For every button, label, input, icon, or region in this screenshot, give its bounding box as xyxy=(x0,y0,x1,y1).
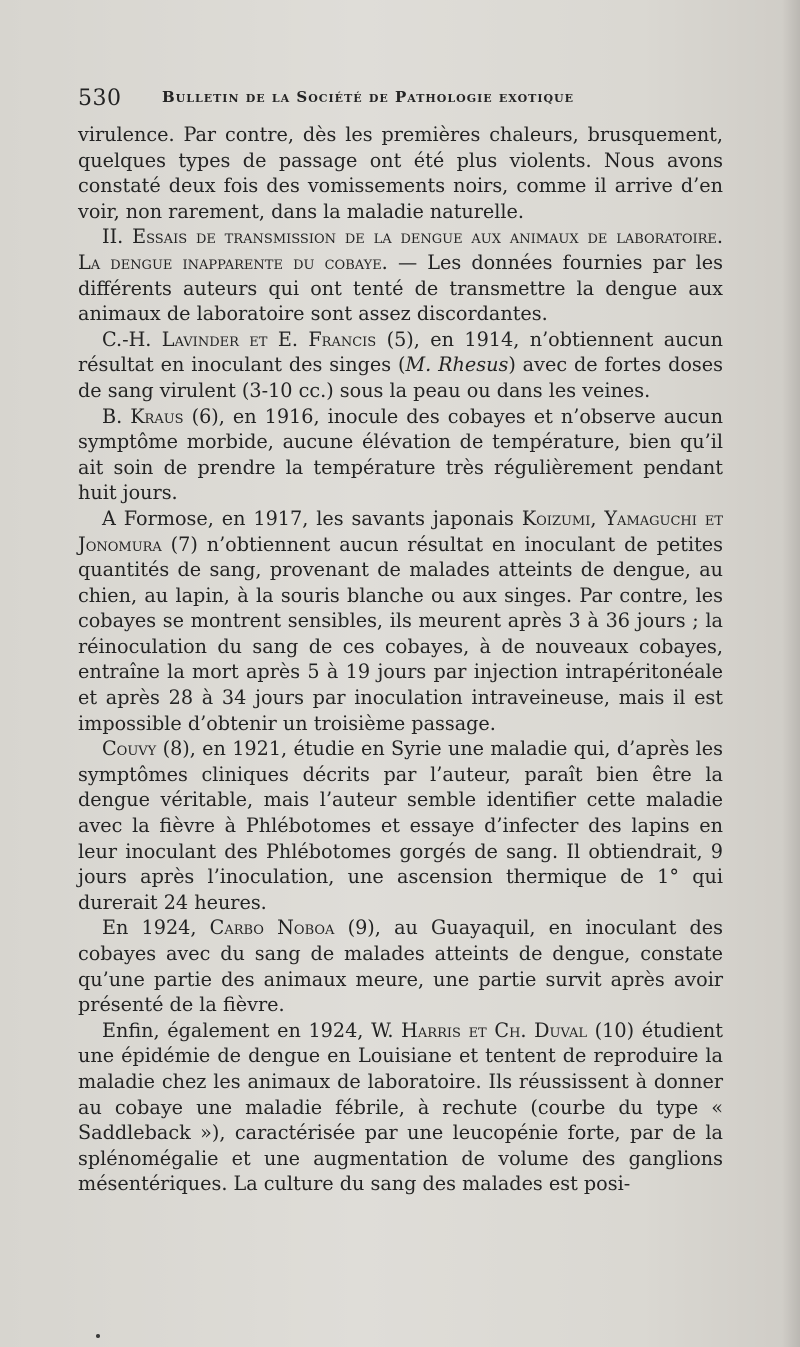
paragraph-5 xyxy=(78,506,723,736)
paragraph-3-text-a: (5), en 1914, n’obtiennent aucun résultat en inoculant des singes ( xyxy=(78,327,723,377)
author-names: B. Kraus xyxy=(102,404,184,428)
paragraph-2 xyxy=(78,224,723,326)
paragraph-6-text: (8), en 1921, étudie en Syrie une maladie qui, d’après les symptômes cliniques décrits par l’auteur, paraît bien être la dengue véritable, mais l’auteur semble identifier cette maladie avec la fièvre à Phlébotomes et essaye d’infecter des lapins en leur inoculant des Phlébotomes gorgés de sang. Il obtiendrait, 9 jours après l’inoculation, une ascension thermique de 1° qui durerait 24 heures. xyxy=(78,737,723,914)
paragraph-8-text-a: Enfin, également en 1924, xyxy=(102,1018,372,1042)
author-names: Couvy xyxy=(102,737,157,761)
paragraph-1 xyxy=(78,122,723,224)
author-names: W. Harris et Ch. Duval xyxy=(371,1018,588,1042)
paragraph-6 xyxy=(78,736,723,915)
ink-speck xyxy=(96,1334,100,1338)
page-header xyxy=(78,86,728,118)
paragraph-7-text-b: (9), au Guayaquil, en inoculant des cobayes avec du sang de malades atteints de dengue, constate qu’une partie des animaux meure, une partie survit après avoir présenté de la fièvre. xyxy=(78,916,723,1017)
paragraph-7 xyxy=(78,915,723,1017)
body-text xyxy=(78,122,723,1197)
author-names: Koizumi, Yamaguchi et Jonomura xyxy=(78,506,723,556)
author-names: C.-H. Lavinder et E. Francis xyxy=(102,327,377,351)
paragraph-5-text-a: A Formose, en 1917, les savants japonais xyxy=(102,506,522,530)
paragraph-3-text-b: ) avec de fortes doses de sang virulent (3-10 cc.) sous la peau ou dans les veines. xyxy=(78,353,723,402)
section-title: II. Essais de transmission de la dengue aux animaux de laboratoire. La dengue inapparente du cobaye. xyxy=(78,225,723,274)
paragraph-2-text: — Les données fournies par les différents auteurs qui ont tenté de transmettre la dengue aux animaux de laboratoire sont assez discordantes. xyxy=(78,250,723,326)
paragraph-7-text-a: En 1924, xyxy=(102,916,210,940)
running-title: Bulletin de la Société de Pathologie exotique xyxy=(162,88,575,106)
paragraph-3 xyxy=(78,327,723,404)
paragraph-1-text: virulence. Par contre, dès les premières chaleurs, brusquement, quelques types de passage ont été plus violents. Nous avons constaté deux fois des vomissements noirs, comme il arrive d’en voir, non rarement, dans la maladie naturelle. xyxy=(78,123,723,223)
paragraph-8-text-b: (10) étudient une épidémie de dengue en Louisiane et tentent de reproduire la maladie chez les animaux de laboratoire. Ils réussissent à donner au cobaye une maladie fébrile, à rechute (courbe du type « Saddleback »), caractérisée par une leucopénie forte, par de la splénomégalie et une augmentation de volume des ganglions mésentériques. La culture du sang des malades est posi- xyxy=(78,1018,723,1196)
page-number: 530 xyxy=(78,86,122,111)
paragraph-4-text: (6), en 1916, inocule des cobayes et n’observe aucun symptôme morbide, aucune élévation de température, bien qu’il ait soin de prendre la température très régulièrement pendant huit jours. xyxy=(78,404,724,505)
paragraph-4 xyxy=(78,404,723,506)
paragraph-5-text-b: (7) n’obtiennent aucun résultat en inoculant de petites quantités de sang, provenant de malades atteints de dengue, au chien, au lapin, à la souris blanche ou aux singes. Par contre, les cobayes se montrent sensibles, ils meurent après 3 à 36 jours ; la réinoculation du sang de ces cobayes, à de nouveaux cobayes, entraîne la mort après 5 à 19 jours par injection intrapéritonéale et après 28 à 34 jours par inoculation intraveineuse, mais il est impossible d’obtenir un troisième passage. xyxy=(78,532,723,735)
paragraph-8 xyxy=(78,1018,723,1197)
author-names: Carbo Noboa xyxy=(209,916,335,940)
species-name: M. Rhesus xyxy=(405,353,509,377)
